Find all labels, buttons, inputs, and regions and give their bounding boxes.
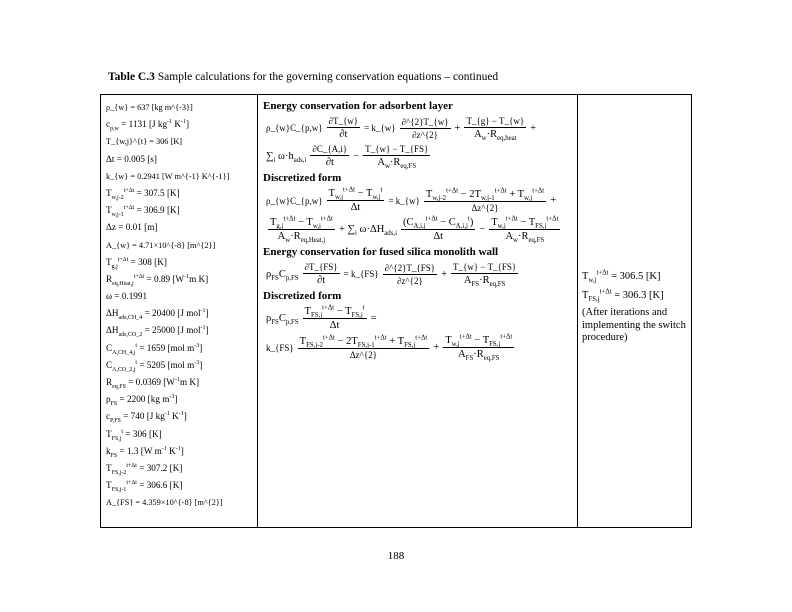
parameter-value: Δt = 0.005 [s] [106, 153, 157, 164]
fraction-numerator: $T_{FS,j}^{t+\Delta t} - T_{FS,j}^t$ [304, 304, 365, 320]
equation-fraction [464, 116, 526, 143]
parameter-value: $R_{eq,FS} = 0.0369$ [$W^{-1}m$ K] [106, 376, 200, 390]
equation-term: $\rho_{FS}C_{p,FS}$ [266, 268, 299, 282]
fraction-numerator: ∂T_{FS} [304, 262, 338, 272]
parameter-value: $R_{eq,Heat,j}^{t+\Delta t} = 0.89$ [$W^{-1}m$ K] [106, 273, 209, 287]
fraction-numerator: $T_{w,j}^{t+\Delta t} - T_{FS,j}^{t+\Delta t}$ [491, 215, 559, 231]
fraction-numerator: $T_{FS,j-2}^{t+\Delta t} - 2T_{FS,j-1}^{t+\Delta t} + T_{FS,j}^{t+\Delta t}$ [299, 334, 428, 349]
equation-term: k_{FS} [266, 342, 294, 353]
fraction-denominator: Δt [433, 231, 443, 242]
equation-fraction [451, 262, 518, 289]
calculation-table [100, 94, 692, 528]
equation-term: − [353, 150, 360, 162]
fraction-numerator: ∂T_{w} [328, 116, 359, 126]
equation-fraction [327, 116, 361, 140]
equation-fraction [303, 306, 367, 331]
equation-line [265, 333, 577, 363]
equation-term: $\sum_i$ $\omega\cdot h_{ads,i}$ [266, 150, 307, 164]
fraction-denominator: ∂z^{2} [412, 129, 438, 140]
fraction-denominator: ∂t [317, 275, 326, 286]
equation-fraction [303, 262, 340, 286]
equations-column [258, 95, 578, 527]
table-caption [108, 71, 498, 83]
equation-line [265, 188, 577, 213]
fraction-numerator: T_{g} − T_{w} [466, 116, 525, 126]
fraction-denominator: ∂z^{2} [396, 275, 423, 286]
equation-heading: Energy conservation for adsorbent layer [263, 100, 453, 112]
fraction-denominator: Δt [350, 202, 361, 213]
equation-heading: Discretized form [263, 172, 342, 184]
parameter-value: $T_{FS,j-2}^{t+\Delta t} = 307.2$ [K] [106, 462, 183, 476]
fraction-numerator: $T_{w,j}^{t+\Delta t} - T_{FS,j}^{t+\Delta t}$ [445, 333, 513, 349]
parameter-value: $c_{p,w} = 1131$ [J $kg^{-1}$ $K^{-1}$] [106, 119, 190, 133]
fraction-numerator: T_{w} − T_{FS} [365, 144, 429, 154]
parameter-value: A_{FS} = 4.359×10^{-8} [m^{2}] [106, 498, 223, 508]
table-caption-text: Sample calculations for the governing conservation equations – continued [154, 71, 499, 83]
parameter-value: $T_{g,j}^{t+\Delta t} = 308$ [K] [106, 256, 167, 270]
parameter-value: $c_{P,FS} = 740$ [J $kg^{-1}$ $K^{-1}$] [106, 411, 187, 425]
fraction-numerator: $T_{w,j}^{t+\Delta t} - T_{w,j}^t$ [328, 186, 383, 202]
parameter-value: $\Delta H_{ads,CO\_2} = 25000$ [J mol$^{-1}$] [106, 325, 209, 339]
fraction-numerator: ∂C_{A,i} [312, 144, 348, 154]
results-column [578, 95, 691, 527]
equation-term: = k_{w} [364, 123, 396, 133]
equation-fraction [424, 189, 546, 213]
fraction-denominator: Δz^{2} [471, 202, 499, 213]
fraction-numerator: ∂^{2}T_{FS} [384, 262, 436, 273]
parameter-value: $C_{A,CH\_4,j}^t = 1659$ [mol $m^{-3}$] [106, 342, 203, 356]
parameter-value: T_{w,j}^{t} = 306 [K] [106, 137, 183, 147]
equation-line [265, 215, 577, 245]
equation-fraction [310, 144, 349, 168]
fraction-denominator: ∂t [325, 157, 334, 168]
parameter-value: ω = 0.1991 [106, 291, 148, 302]
equation-line [265, 306, 577, 331]
equation-term: = k_{w} [388, 195, 420, 206]
parameter-value: $C_{A,CO\_2,j}^t = 5205$ [mol $m^{-3}$] [106, 359, 203, 373]
result-value: $T_{FS,j}^{t+\Delta t} = 306.3$ [K] [582, 288, 664, 304]
fraction-numerator: T_{w} − T_{FS} [453, 262, 517, 272]
equation-term: + [550, 195, 557, 206]
equation-fraction [298, 336, 430, 360]
equation-term: = [370, 313, 377, 324]
equation-term: + [433, 342, 440, 353]
parameters-column [101, 95, 258, 527]
fraction-denominator: Δz^{2} [349, 349, 378, 360]
equation-term: ρ_{w}C_{p,w} [266, 123, 323, 133]
equation-term: + [441, 268, 448, 280]
parameter-value: $T_{w,j-1}^{t+\Delta t} = 306.9$ [K] [106, 205, 180, 218]
equation-line [265, 144, 577, 171]
fraction-denominator: $A_w\cdot R_{eq,Heat,j}$ [277, 231, 326, 245]
equation-term: ρ_{w}C_{p,w} [266, 195, 323, 206]
equation-fraction [489, 215, 560, 245]
parameter-value: $T_{FS,j-1}^{t+\Delta t} = 306.6$ [K] [106, 480, 183, 493]
equation-fraction [363, 144, 430, 171]
parameter-value: $\rho_{FS} = 2200$ [kg $m^{-3}$] [106, 394, 178, 408]
parameter-value: $k_{FS} = 1.3$ [W $m^{-1}$ $K^{-1}$] [106, 445, 184, 459]
equation-term: + $\sum_i$ $\omega\cdot\Delta H_{ads,i}$ [338, 224, 397, 238]
parameter-value: $T_{w,j-2}^{t+\Delta t} = 307.5$ [K] [106, 187, 180, 201]
table-label: Table C.3 [108, 71, 155, 83]
fraction-denominator: ∂t [339, 129, 348, 140]
equation-term: + [530, 122, 537, 134]
equation-term: $\rho_{FS}C_{p,FS}$ [266, 313, 299, 327]
parameter-value: Δz = 0.01 [m] [106, 222, 158, 233]
equation-fraction [400, 117, 451, 140]
equation-fraction [327, 188, 385, 213]
parameter-value: $\Delta H_{ads,CH\_4} = 20400$ [J mol$^{-1}$] [106, 308, 209, 322]
equation-fraction [443, 333, 514, 363]
equation-heading: Energy conservation for fused silica monolith wall [263, 246, 499, 258]
parameter-value: $T_{FS,j}^t = 306$ [K] [106, 428, 162, 442]
fraction-numerator: $T_{w,j-2}^{t+\Delta t} - 2T_{w,j-1}^{t+\Delta t} + T_{w,j}^{t+\Delta t}$ [425, 187, 545, 202]
equation-line [265, 262, 577, 289]
result-note: (After iterations and implementing the switch procedure) [582, 307, 686, 343]
fraction-denominator: $A_{FS}\cdot R_{eq,FS}$ [458, 349, 500, 363]
equation-fraction [383, 263, 437, 286]
fraction-numerator: $T_{g,j}^{t+\Delta t} - T_{w,j}^{t+\Delta t}$ [270, 215, 333, 231]
parameter-value: ρ_{w} = 637 [kg m^{-3}] [106, 103, 193, 112]
fraction-denominator: $A_w\cdot R_{eq,FS}$ [505, 231, 545, 245]
fraction-numerator: $(C_{A,i,j}^{t+\Delta t} - C_{A,i,j}^t)$ [402, 215, 474, 231]
result-value: $T_{w,j}^{t+\Delta t} = 306.5$ [K] [582, 269, 661, 285]
equation-term: = k_{FS} [343, 269, 379, 279]
fraction-denominator: $A_w\cdot R_{eq,FS}$ [377, 157, 417, 171]
fraction-denominator: Δt [329, 320, 340, 331]
fraction-denominator: $A_w\cdot R_{eq,heat}$ [474, 129, 517, 143]
fraction-numerator: ∂^{2}T_{w} [401, 116, 449, 127]
equation-term: − [479, 224, 486, 235]
equation-heading: Discretized form [263, 290, 342, 302]
parameter-value: A_{w} = 4.71×10^{-8} [m^{2}] [106, 240, 216, 250]
page-number: 188 [387, 550, 405, 562]
equation-term: + [454, 122, 461, 134]
equation-line [265, 116, 577, 143]
parameter-value: k_{w} = 0.2941 [W m^{-1} K^{-1}] [106, 171, 230, 181]
equation-fraction [268, 215, 335, 245]
fraction-denominator: $A_{FS}\cdot R_{eq,FS}$ [463, 275, 506, 289]
equation-fraction [401, 217, 475, 242]
